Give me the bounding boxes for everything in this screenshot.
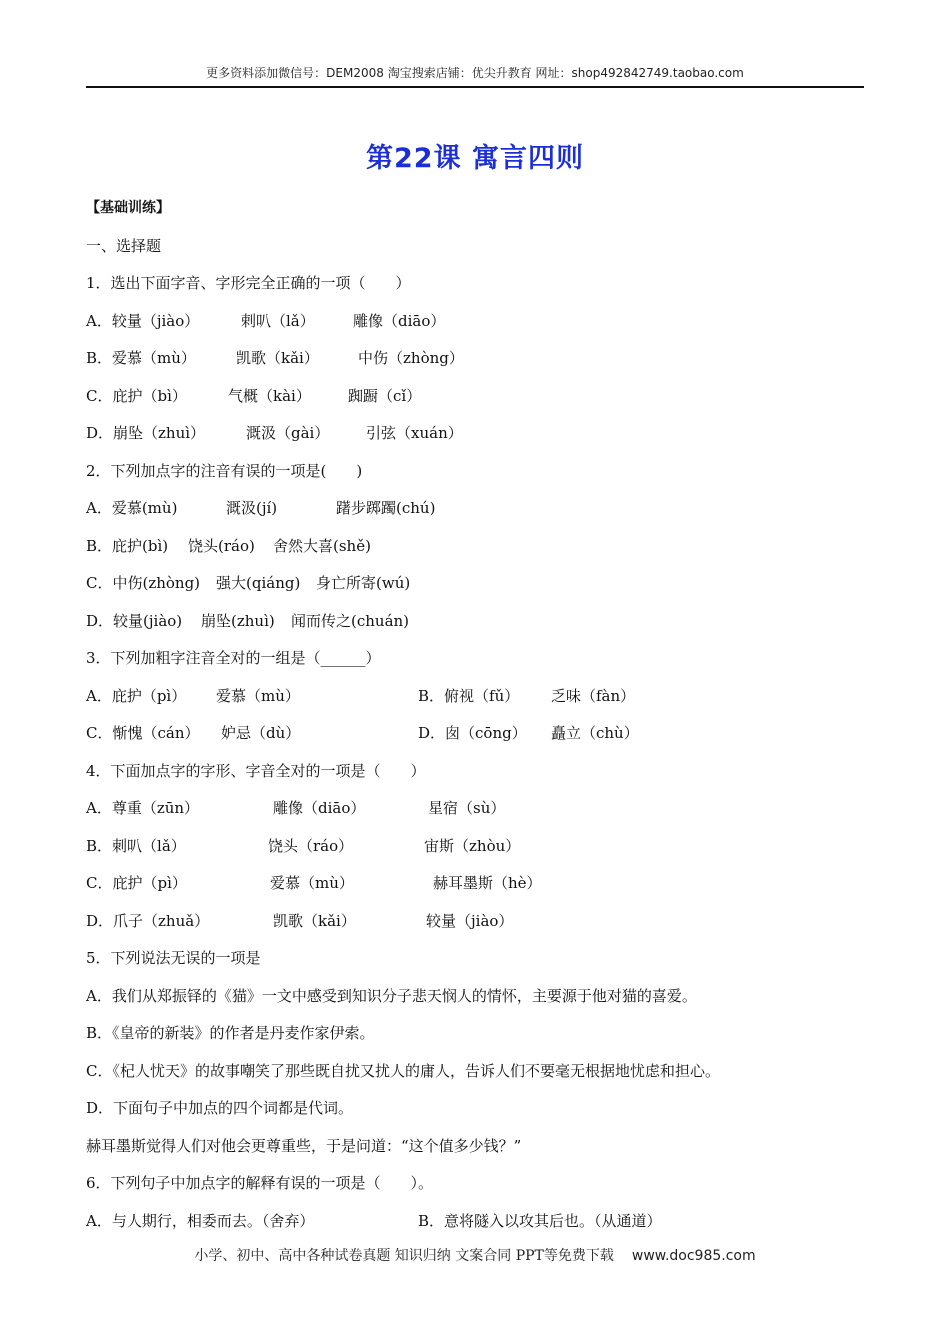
q5-option-c: C．《杞人忧天》的故事嘲笑了那些既自扰又扰人的庸人，告诉人们不要毫无根据地忧虑和担心。 <box>86 1061 720 1080</box>
q1-option-a <box>86 303 866 341</box>
option-part: 强大(qiáng) <box>216 574 301 592</box>
q4-option-b <box>86 828 866 866</box>
section-choice-heading: 一、选择题 <box>86 236 162 255</box>
q4-option-d <box>86 903 866 941</box>
option-part: B．爱慕（mù） <box>86 349 196 367</box>
q3-stem: 3．下列加粗字注音全对的一组是（______） <box>86 649 381 667</box>
option-part: C．庇护（pì） <box>86 874 187 892</box>
option-part: 溉汲（gài） <box>246 424 330 442</box>
q4-stem: 4．下面加点字的字形、字音全对的一项是（ ） <box>86 761 426 780</box>
q3-row-cd <box>86 715 866 753</box>
option-part: 爱慕（mù） <box>270 874 354 892</box>
q5-stem: 5．下列说法无误的一项是 <box>86 949 261 967</box>
option-part: 雕像（diāo） <box>353 311 446 330</box>
q4-option-a <box>86 790 866 828</box>
page-footer <box>0 1245 950 1265</box>
option-part: 妒忌（dù） <box>221 724 301 742</box>
option-part: A．尊重（zūn） <box>86 799 200 817</box>
q5-option-a: A．我们从郑振铎的《猫》一文中感受到知识分子悲天悯人的情怀，主要源于他对猫的喜爱。 <box>86 986 697 1005</box>
option-part: A．与人期行，相委而去。（舍弃） <box>86 1211 315 1230</box>
worksheet-body <box>86 190 866 1240</box>
option-part: A．较量（jiào） <box>86 311 200 330</box>
option-part: 凯歌（kǎi） <box>273 911 356 930</box>
q3-row-ab <box>86 678 866 716</box>
option-part: 饶头(ráo) <box>188 536 255 555</box>
option-part: 中伤（zhòng） <box>358 349 464 367</box>
q1-option-b <box>86 340 866 378</box>
q2-option-b <box>86 528 866 566</box>
option-part: 身亡所寄(wú) <box>316 574 411 592</box>
option-part: D．较量(jiào) <box>86 611 183 630</box>
option-part: 引弦（xuán） <box>366 424 463 442</box>
option-part: 凯歌（kǎi） <box>236 349 319 367</box>
q6-stem: 6．下列句子中加点字的解释有误的一项是（ ）。 <box>86 1174 434 1192</box>
footer-site-link[interactable]: www.doc985.com <box>631 1248 756 1264</box>
option-part: 闻而传之(chuán) <box>291 611 410 630</box>
q1-option-d <box>86 415 866 453</box>
option-part: 舍然大喜(shě) <box>273 536 371 555</box>
option-part: 气概（kài） <box>228 386 311 405</box>
option-part: A．爱慕(mù) <box>86 499 178 517</box>
option-part: C．中伤(zhòng) <box>86 574 201 592</box>
q2-stem: 2．下列加点字的注音有误的一项是( ) <box>86 461 363 480</box>
header-divider <box>86 86 864 88</box>
option-part: 赫耳墨斯（hè） <box>433 874 542 892</box>
footer-text: 小学、初中、高中各种试卷真题 知识归纳 文案合同 PPT等免费下载 <box>194 1248 614 1264</box>
q5-sentence: 赫耳墨斯觉得人们对他会更尊重些，于是问道：“这个值多少钱？” <box>86 1136 522 1155</box>
option-part: 乏味（fàn） <box>551 686 636 705</box>
option-part: 较量（jiào） <box>426 911 514 930</box>
q5-option-b: B．《皇帝的新装》的作者是丹麦作家伊索。 <box>86 1024 375 1042</box>
option-part: 饶头（ráo） <box>268 836 354 855</box>
option-part: B．俯视（fǔ） <box>418 686 520 705</box>
option-part: D．囱（cōng） <box>418 724 527 742</box>
q1-option-c <box>86 378 866 416</box>
option-part: A．庇护（pì） <box>86 686 187 705</box>
option-part: D．爪子（zhuǎ） <box>86 911 210 930</box>
lesson-title: 第22课 寓言四则 <box>366 143 584 174</box>
option-part: 溉汲(jí) <box>226 499 278 517</box>
q1-stem: 1．选出下面字音、字形完全正确的一项（ ） <box>86 274 411 292</box>
option-part: 躇步踯躅(chú) <box>336 499 436 517</box>
q5-option-d: D．下面句子中加点的四个词都是代词。 <box>86 1099 354 1117</box>
option-part: 雕像（diāo） <box>273 799 366 817</box>
q6-options <box>86 1203 866 1241</box>
q2-option-c <box>86 565 866 603</box>
q4-option-c <box>86 865 866 903</box>
option-part: B．刺叭（lǎ） <box>86 836 186 855</box>
option-part: C．庇护（bì） <box>86 386 187 405</box>
page-header: 更多资料添加微信号：DEM2008 淘宝搜索店铺：优尖升教育 网址：shop492842749.taobao.com <box>206 66 744 80</box>
option-part: B．意将隧入以攻其后也。（从通道） <box>418 1211 662 1230</box>
section-basic-training: 【基础训练】 <box>86 200 170 216</box>
option-part: 踟蹰（cǐ） <box>348 386 422 405</box>
option-part: 宙斯（zhòu） <box>424 836 521 855</box>
q2-option-d <box>86 603 866 641</box>
option-part: 矗立（chù） <box>551 724 639 742</box>
option-part: 剌叭（lǎ） <box>241 311 315 330</box>
q2-option-a <box>86 490 866 528</box>
option-part: C．惭愧（cán） <box>86 724 200 742</box>
option-part: 爱慕（mù） <box>216 686 300 705</box>
option-part: B．庇护(bì) <box>86 536 169 555</box>
option-part: 崩坠(zhuì) <box>201 611 275 630</box>
option-part: D．崩坠（zhuì） <box>86 424 206 442</box>
option-part: 星宿（sù） <box>428 799 506 817</box>
